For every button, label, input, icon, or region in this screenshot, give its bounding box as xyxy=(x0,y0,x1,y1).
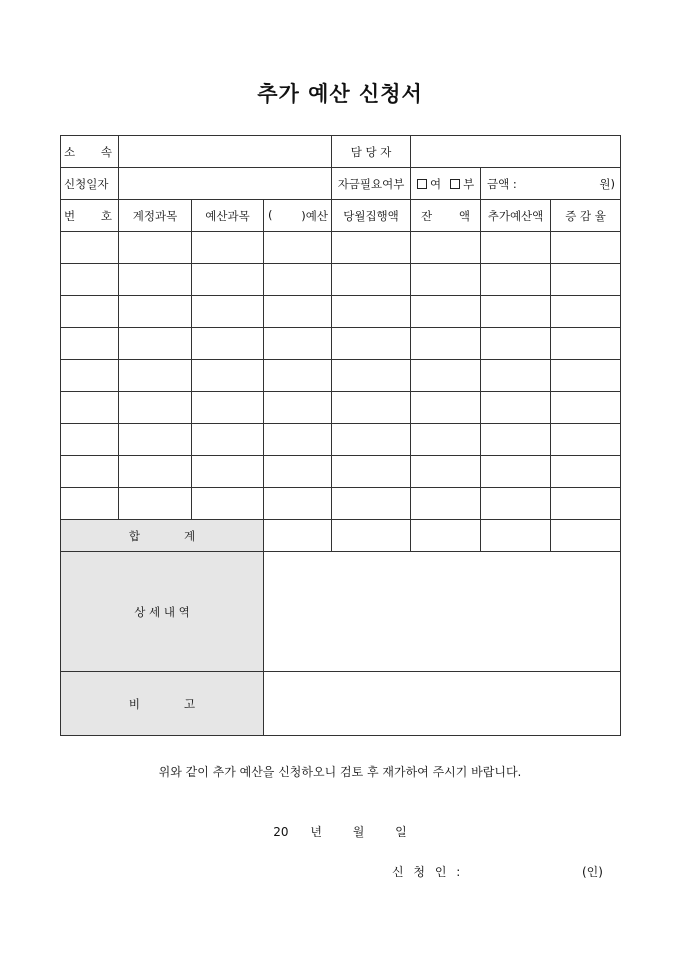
seal-label: (인) xyxy=(582,865,603,879)
cell-no[interactable] xyxy=(61,232,119,264)
cell-month-exec[interactable] xyxy=(332,424,411,456)
sum-row xyxy=(61,520,621,552)
cell-change-rate[interactable] xyxy=(551,456,621,488)
affiliation-field[interactable] xyxy=(119,136,332,168)
table-row xyxy=(61,392,621,424)
cell-balance[interactable] xyxy=(411,360,481,392)
table-row xyxy=(61,296,621,328)
apply-date-row xyxy=(61,168,621,200)
cell-account-item[interactable] xyxy=(119,296,192,328)
cell-no[interactable] xyxy=(61,296,119,328)
table-row xyxy=(61,264,621,296)
col-budget-header: ( )예산 xyxy=(264,200,332,232)
cell-month-exec[interactable] xyxy=(332,328,411,360)
cell-change-rate[interactable] xyxy=(551,360,621,392)
cell-budget[interactable] xyxy=(264,264,332,296)
cell-no[interactable] xyxy=(61,328,119,360)
cell-month-exec[interactable] xyxy=(332,264,411,296)
cell-account-item[interactable] xyxy=(119,456,192,488)
cell-balance[interactable] xyxy=(411,392,481,424)
cell-budget[interactable] xyxy=(264,360,332,392)
cell-month-exec[interactable] xyxy=(332,232,411,264)
cell-no[interactable] xyxy=(61,488,119,520)
budget-request-form xyxy=(60,135,621,736)
cell-budget[interactable] xyxy=(264,232,332,264)
cell-additional[interactable] xyxy=(481,328,551,360)
date-prefix: 20 xyxy=(273,825,289,839)
detail-label: 상 세 내 역 xyxy=(61,552,264,672)
cell-balance[interactable] xyxy=(411,456,481,488)
cell-month-exec[interactable] xyxy=(332,392,411,424)
cell-balance[interactable] xyxy=(411,264,481,296)
cell-balance[interactable] xyxy=(411,424,481,456)
sum-cell-budget[interactable] xyxy=(264,520,332,552)
cell-balance[interactable] xyxy=(411,296,481,328)
amount-field[interactable] xyxy=(481,168,621,200)
col-budget-item-header: 예산과목 xyxy=(192,200,264,232)
cell-account-item[interactable] xyxy=(119,328,192,360)
cell-budget[interactable] xyxy=(264,456,332,488)
applicant-label: 신 청 인 : xyxy=(392,865,464,879)
col-no-header: 번 호 xyxy=(61,200,119,232)
col-balance-header: 잔 액 xyxy=(411,200,481,232)
affiliation-row xyxy=(61,136,621,168)
table-row xyxy=(61,360,621,392)
cell-budget-item[interactable] xyxy=(192,232,264,264)
cell-budget[interactable] xyxy=(264,296,332,328)
manager-label: 담 당 자 xyxy=(332,136,411,168)
col-change-rate-header: 증 감 율 xyxy=(551,200,621,232)
cell-budget-item[interactable] xyxy=(192,328,264,360)
column-header-row xyxy=(61,200,621,232)
table-row xyxy=(61,488,621,520)
fund-yes-checkbox[interactable] xyxy=(417,179,427,189)
cell-additional[interactable] xyxy=(481,456,551,488)
cell-balance[interactable] xyxy=(411,232,481,264)
amount-unit: 원) xyxy=(599,176,616,191)
amount-label: 금액 : xyxy=(487,176,517,191)
cell-no[interactable] xyxy=(61,392,119,424)
cell-budget-item[interactable] xyxy=(192,488,264,520)
cell-additional[interactable] xyxy=(481,296,551,328)
cell-month-exec[interactable] xyxy=(332,488,411,520)
cell-change-rate[interactable] xyxy=(551,328,621,360)
cell-account-item[interactable] xyxy=(119,424,192,456)
cell-change-rate[interactable] xyxy=(551,232,621,264)
cell-no[interactable] xyxy=(61,360,119,392)
cell-budget[interactable] xyxy=(264,392,332,424)
col-month-exec-header: 당월집행액 xyxy=(332,200,411,232)
cell-balance[interactable] xyxy=(411,328,481,360)
remark-label: 비 고 xyxy=(61,672,264,736)
cell-budget-item[interactable] xyxy=(192,296,264,328)
sum-cell-balance[interactable] xyxy=(411,520,481,552)
sum-cell-additional[interactable] xyxy=(481,520,551,552)
cell-month-exec[interactable] xyxy=(332,456,411,488)
affiliation-label: 소 속 xyxy=(61,136,119,168)
cell-budget[interactable] xyxy=(264,328,332,360)
cell-account-item[interactable] xyxy=(119,392,192,424)
apply-date-label: 신청일자 xyxy=(61,168,119,200)
cell-additional[interactable] xyxy=(481,392,551,424)
cell-additional[interactable] xyxy=(481,360,551,392)
date-line xyxy=(0,823,680,840)
cell-budget-item[interactable] xyxy=(192,456,264,488)
manager-field[interactable] xyxy=(411,136,621,168)
sum-label: 합 계 xyxy=(61,520,264,552)
cell-month-exec[interactable] xyxy=(332,296,411,328)
table-row xyxy=(61,424,621,456)
cell-change-rate[interactable] xyxy=(551,264,621,296)
cell-no[interactable] xyxy=(61,456,119,488)
cell-change-rate[interactable] xyxy=(551,296,621,328)
table-row xyxy=(61,456,621,488)
apply-date-field[interactable] xyxy=(119,168,332,200)
cell-change-rate[interactable] xyxy=(551,488,621,520)
date-month-label: 월 xyxy=(352,825,365,839)
cell-budget-item[interactable] xyxy=(192,424,264,456)
cell-budget[interactable] xyxy=(264,488,332,520)
detail-row xyxy=(61,552,621,672)
cell-budget-item[interactable] xyxy=(192,360,264,392)
remark-field[interactable] xyxy=(264,672,621,736)
cell-account-item[interactable] xyxy=(119,232,192,264)
cell-account-item[interactable] xyxy=(119,264,192,296)
cell-account-item[interactable] xyxy=(119,360,192,392)
table-row xyxy=(61,328,621,360)
cell-additional[interactable] xyxy=(481,488,551,520)
sum-cell-change-rate[interactable] xyxy=(551,520,621,552)
document-title: 추가 예산 신청서 xyxy=(257,81,423,106)
request-statement: 위와 같이 추가 예산을 신청하오니 검토 후 재가하여 주시기 바랍니다. xyxy=(158,765,522,779)
fund-needed-options xyxy=(411,168,481,200)
cell-change-rate[interactable] xyxy=(551,392,621,424)
cell-month-exec[interactable] xyxy=(332,360,411,392)
fund-no-label: 부 xyxy=(463,176,475,191)
cell-budget-item[interactable] xyxy=(192,392,264,424)
cell-budget-item[interactable] xyxy=(192,264,264,296)
cell-additional[interactable] xyxy=(481,232,551,264)
cell-budget[interactable] xyxy=(264,424,332,456)
date-year-label: 년 xyxy=(310,825,322,839)
cell-no[interactable] xyxy=(61,264,119,296)
remark-row xyxy=(61,672,621,736)
detail-field[interactable] xyxy=(264,552,621,672)
fund-needed-label: 자금필요여부 xyxy=(332,168,411,200)
cell-additional[interactable] xyxy=(481,264,551,296)
fund-no-checkbox[interactable] xyxy=(450,179,460,189)
table-row xyxy=(61,232,621,264)
cell-balance[interactable] xyxy=(411,488,481,520)
col-additional-header: 추가예산액 xyxy=(481,200,551,232)
cell-additional[interactable] xyxy=(481,424,551,456)
fund-yes-label: 여 xyxy=(430,176,442,191)
cell-no[interactable] xyxy=(61,424,119,456)
sum-cell-month-exec[interactable] xyxy=(332,520,411,552)
date-day-label: 일 xyxy=(395,825,407,839)
col-account-item-header: 계정과목 xyxy=(119,200,192,232)
cell-change-rate[interactable] xyxy=(551,424,621,456)
cell-account-item[interactable] xyxy=(119,488,192,520)
